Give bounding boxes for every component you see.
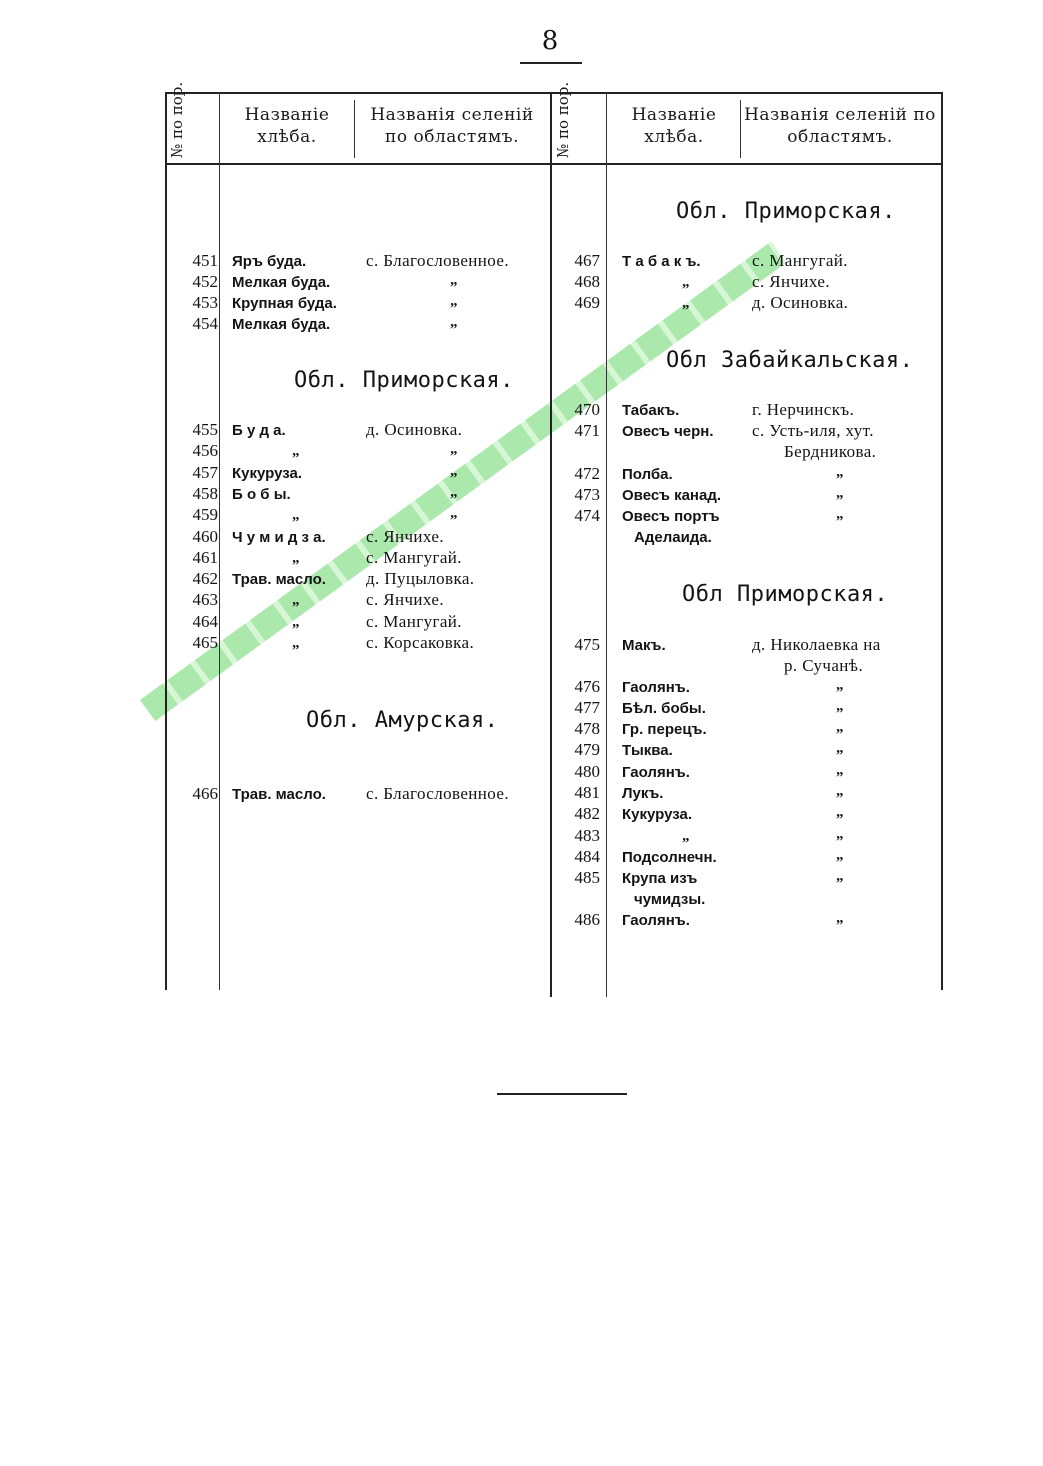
left-section-title: Обл. Амурская.: [306, 708, 499, 733]
row-number: 480: [574, 762, 600, 781]
crop-name: Трав. масло.: [232, 571, 326, 589]
crop-name: „: [682, 274, 690, 290]
place-name: „: [836, 783, 844, 799]
row-number: 475: [574, 635, 600, 654]
place-name: „: [836, 826, 844, 842]
left-section-title: Обл. Приморская.: [294, 368, 514, 393]
crop-name: Яръ буда.: [232, 253, 307, 270]
row-number: 482: [574, 804, 600, 823]
left-num-col-rule: [219, 92, 220, 990]
place-name: д. Пуцыловка.: [366, 569, 475, 589]
row-number: 457: [192, 462, 218, 482]
crop-name: „: [292, 443, 300, 460]
crop-name: Тыква.: [622, 742, 673, 759]
crop-name: Гаолянъ.: [622, 679, 690, 696]
place-name: с. Благословенное.: [366, 784, 509, 803]
place-name-continued: р. Сучанѣ.: [784, 656, 864, 675]
place-name: „: [836, 698, 844, 714]
crop-name: Крупная буда.: [232, 295, 337, 312]
row-number: 462: [192, 569, 218, 589]
row-number: 468: [574, 272, 600, 291]
place-name: д. Осиновка.: [752, 293, 849, 312]
crop-name: Гаолянъ.: [622, 764, 690, 781]
crop-name: Гаолянъ.: [622, 912, 690, 929]
table-right-border: [941, 92, 943, 990]
row-number: 452: [192, 272, 218, 291]
header-crop-right: Названіе хлѣба.: [631, 105, 717, 147]
left-crop-col-rule: [354, 100, 355, 158]
row-number: 472: [574, 464, 600, 483]
place-name: с. Мангугай.: [752, 251, 848, 270]
place-name: с. Мангугай.: [366, 547, 462, 567]
crop-name-continued: Аделаида.: [634, 529, 712, 546]
place-name: с. Корсаковка.: [366, 633, 475, 652]
place-name: д. Осиновка.: [366, 420, 463, 439]
row-number: 461: [192, 547, 218, 567]
place-name: „: [450, 293, 458, 309]
place-name: „: [836, 464, 844, 480]
row-number: 478: [574, 719, 600, 738]
row-number: 467: [574, 251, 600, 270]
place-name: „: [836, 677, 844, 693]
right-section-title: Обл. Приморская.: [676, 199, 896, 224]
place-name-continued: Бердникова.: [784, 442, 877, 461]
crop-name: Кукуруза.: [622, 806, 693, 823]
crop-name: Б у д а.: [232, 422, 286, 439]
crop-name: Табакъ.: [622, 402, 680, 419]
crop-name: „: [292, 507, 300, 524]
place-name: „: [836, 506, 844, 522]
crop-name: „: [292, 592, 300, 609]
row-number: 471: [574, 421, 600, 440]
crop-name: Ч у м и д з а.: [232, 528, 326, 546]
crop-name: „: [292, 549, 300, 566]
crop-name: Полба.: [622, 466, 673, 483]
crop-name: Макъ.: [622, 637, 666, 654]
crop-name: Лукъ.: [622, 785, 664, 802]
place-name: „: [836, 910, 844, 926]
place-name: „: [836, 847, 844, 863]
row-number: 477: [574, 698, 600, 717]
crop-name: Гр. перецъ.: [622, 721, 707, 738]
place-name: д. Николаевка на: [752, 635, 881, 654]
crop-name: Овесъ канад.: [622, 487, 722, 504]
row-number: 474: [574, 506, 600, 525]
row-number: 464: [192, 611, 218, 631]
row-number: 473: [574, 485, 600, 504]
crop-name: Крупа изъ: [622, 870, 698, 887]
crop-name: Овесъ портъ: [622, 508, 720, 525]
row-number: 486: [574, 910, 600, 929]
header-num-left: № по пор.: [168, 81, 186, 158]
row-number: 485: [574, 868, 600, 887]
row-number: 481: [574, 783, 600, 802]
place-name: „: [836, 719, 844, 735]
header-crop-left: Названіе хлѣба.: [244, 105, 330, 147]
row-number: 453: [192, 293, 218, 312]
table-top-rule: [165, 92, 941, 94]
table-center-divider: [550, 92, 552, 997]
place-name: „: [836, 485, 844, 501]
crop-name: Овесъ черн.: [622, 423, 714, 440]
crop-name: Б о б ы.: [232, 485, 291, 503]
place-name: „: [450, 483, 458, 500]
crop-name: „: [682, 828, 690, 844]
crop-name: „: [682, 295, 690, 311]
crop-name: Т а б а к ъ.: [622, 253, 701, 270]
row-number: 454: [192, 314, 218, 333]
place-name: „: [836, 868, 844, 884]
place-name: с. Янчихе.: [366, 590, 445, 610]
row-number: 458: [192, 483, 218, 503]
crop-name: Мелкая буда.: [232, 316, 331, 333]
right-section-title: Обл Забайкальская.: [666, 348, 914, 373]
row-number: 456: [192, 441, 218, 461]
place-name: „: [450, 462, 458, 479]
place-name: с. Благословенное.: [366, 251, 509, 270]
bottom-rule: [497, 1093, 627, 1095]
row-number: 460: [192, 526, 218, 546]
place-name: „: [836, 804, 844, 820]
row-number: 483: [574, 826, 600, 845]
row-number: 463: [192, 590, 218, 610]
right-num-col-rule: [606, 92, 607, 997]
place-name: с. Янчихе.: [366, 526, 445, 546]
right-section-title: Обл Приморская.: [682, 582, 889, 607]
crop-name-continued: чумидзы.: [634, 891, 706, 908]
page-number: 8: [541, 26, 559, 56]
row-number: 459: [192, 505, 218, 525]
place-name: „: [450, 314, 458, 330]
crop-name: Трав. масло.: [232, 786, 326, 803]
place-name: „: [450, 441, 458, 458]
row-number: 466: [192, 784, 218, 803]
right-crop-col-rule: [740, 100, 741, 158]
place-name: „: [836, 740, 844, 756]
place-name: „: [450, 272, 458, 288]
place-name: с. Усть-иля, хут.: [752, 421, 874, 440]
place-name: г. Нерчинскъ.: [752, 400, 855, 419]
crop-name: „: [292, 613, 300, 630]
row-number: 465: [192, 633, 218, 652]
row-number: 479: [574, 740, 600, 759]
place-name: „: [450, 505, 458, 522]
crop-name: Подсолнечн.: [622, 849, 717, 866]
place-name: с. Мангугай.: [366, 611, 462, 631]
crop-name: „: [292, 635, 300, 651]
row-number: 469: [574, 293, 600, 312]
row-number: 470: [574, 400, 600, 419]
crop-name: Мелкая буда.: [232, 274, 331, 291]
table-header-rule: [165, 163, 941, 165]
crop-name: Бѣл. бобы.: [622, 700, 706, 717]
table-left-border: [165, 92, 167, 990]
header-places-right: Названія селеній по областямъ.: [744, 105, 936, 147]
row-number: 451: [192, 251, 218, 270]
crop-name: Кукуруза.: [232, 464, 303, 482]
header-num-right: № по пор.: [554, 81, 572, 158]
header-places-left: Названія селеній по областямъ.: [370, 105, 534, 147]
row-number: 476: [574, 677, 600, 696]
page-number-underline: [520, 62, 582, 64]
place-name: „: [836, 762, 844, 778]
row-number: 484: [574, 847, 600, 866]
place-name: с. Янчихе.: [752, 272, 831, 291]
row-number: 455: [192, 420, 218, 439]
